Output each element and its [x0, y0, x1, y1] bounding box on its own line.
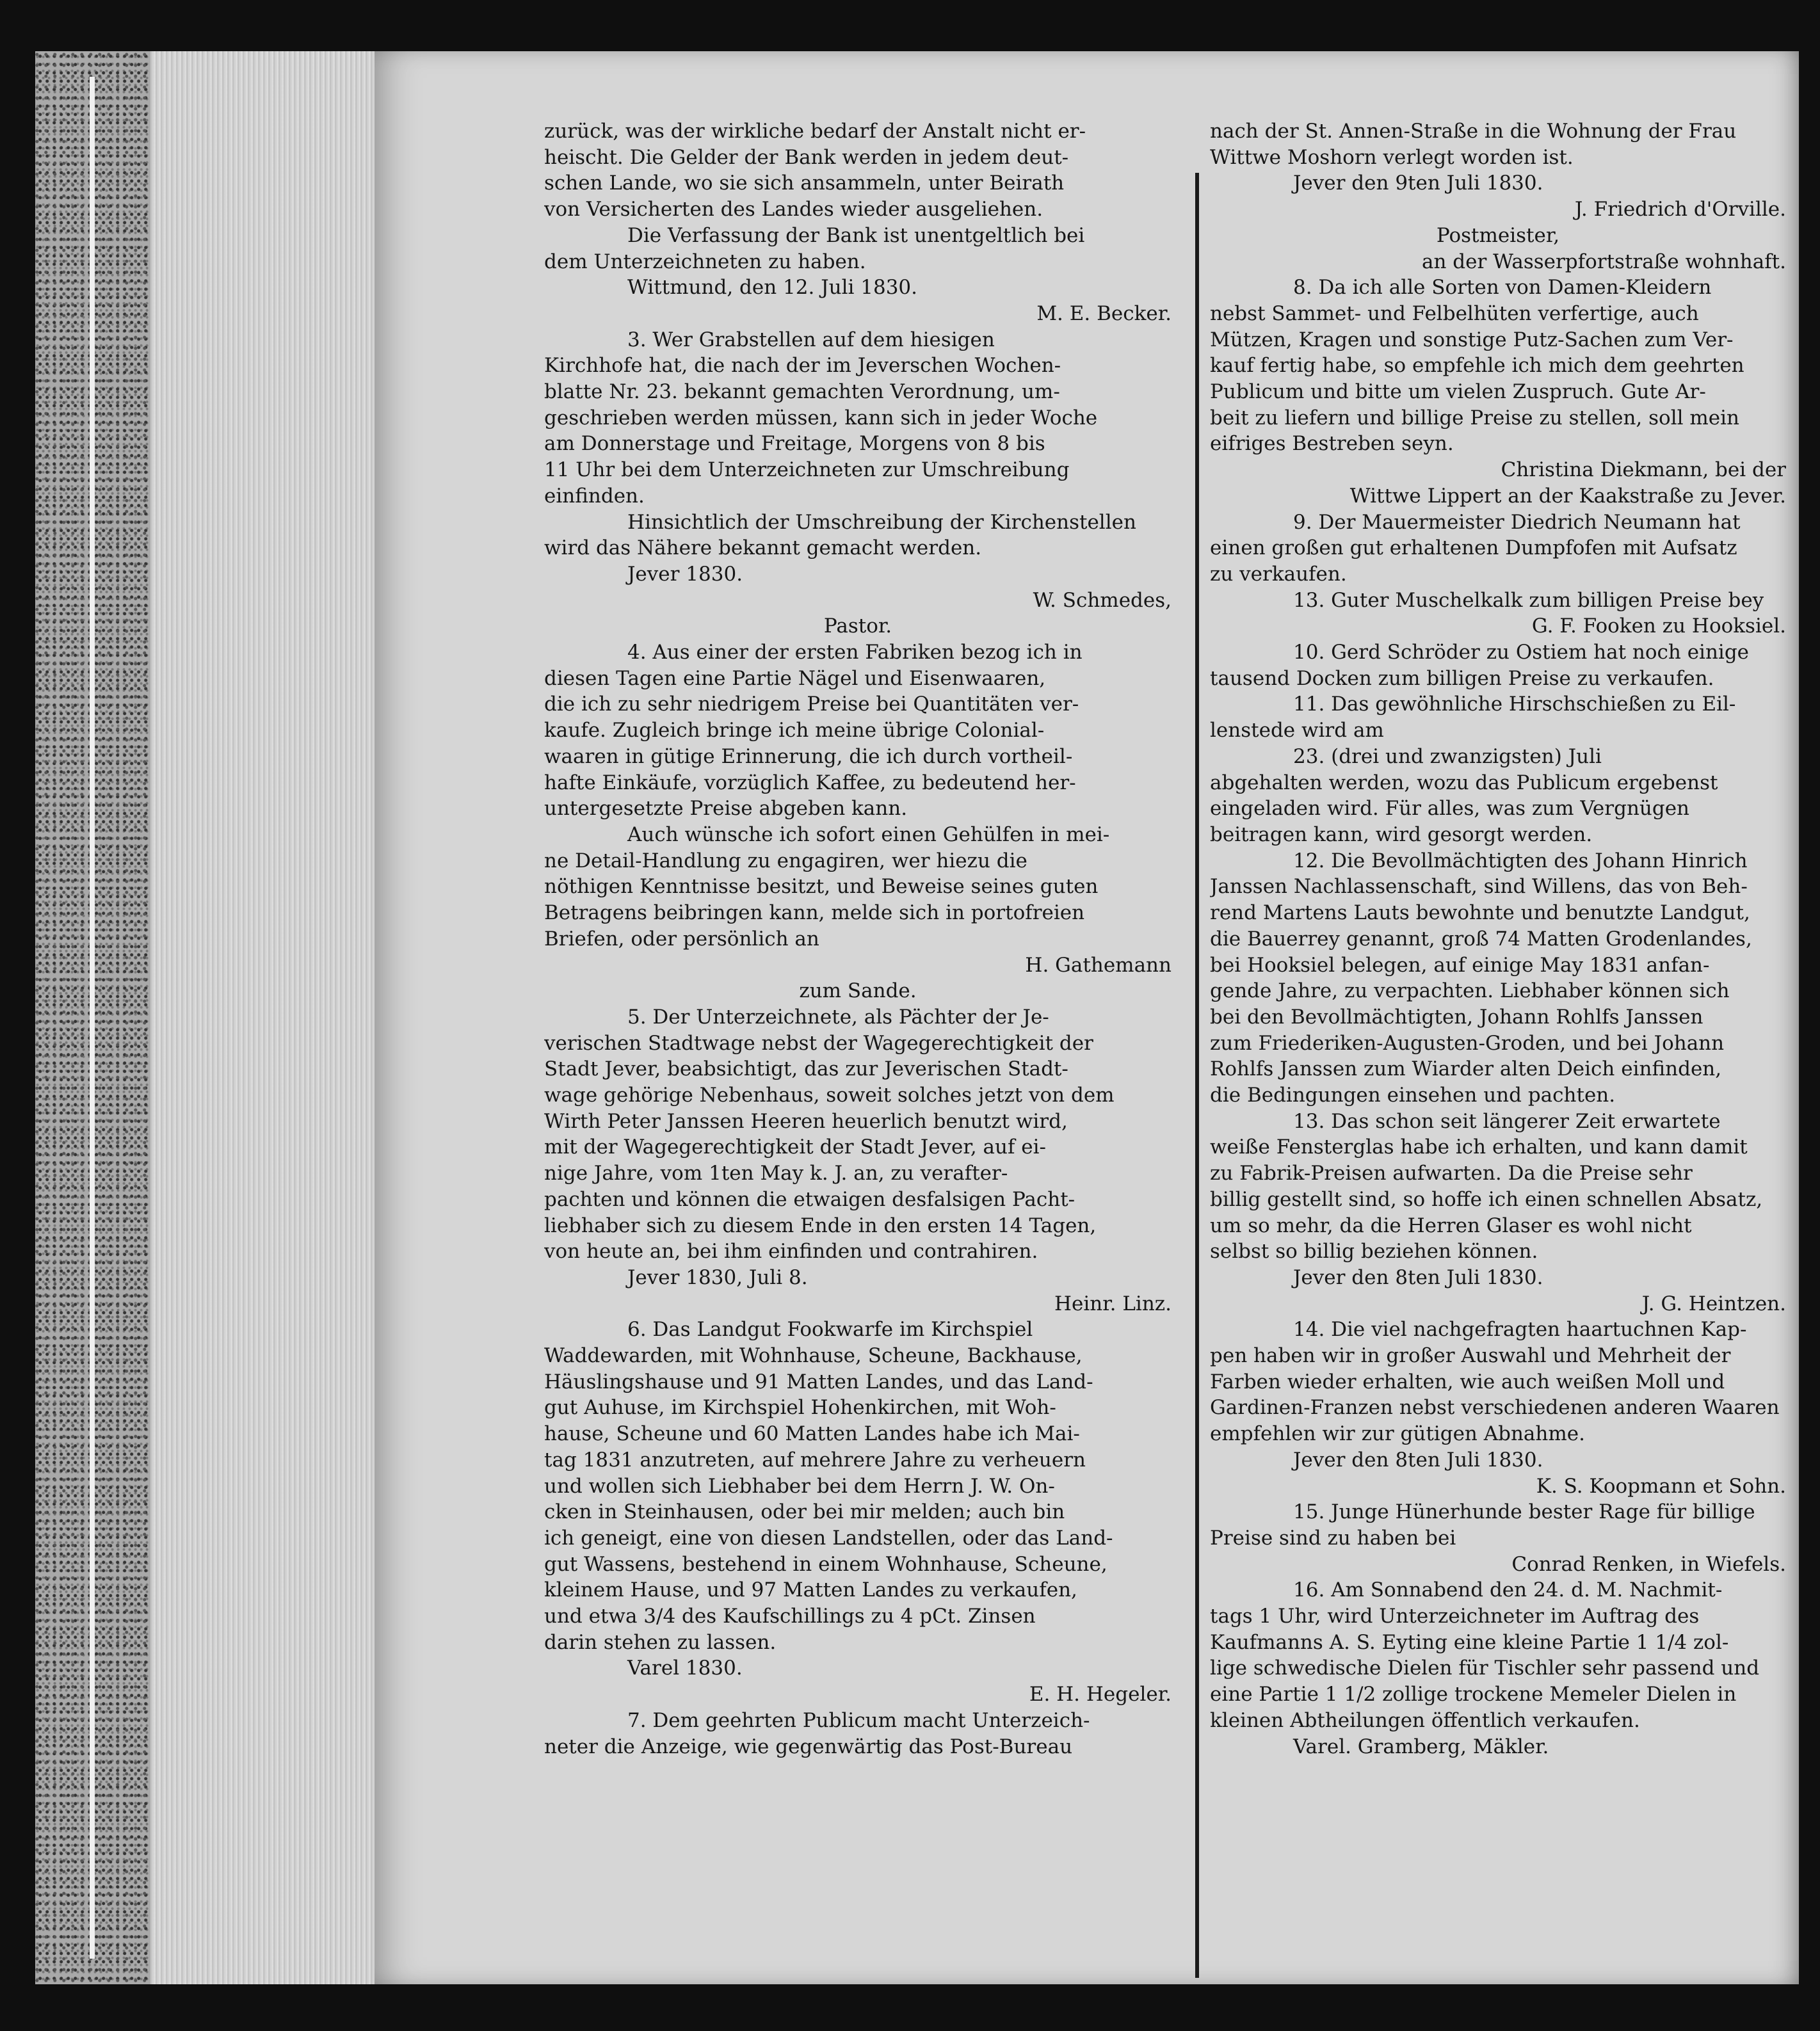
- text-line: Die Verfassung der Bank ist unentgeltlich bei: [627, 223, 1085, 247]
- text-line: nach der St. Annen-Straße in die Wohnung der Frau: [1210, 120, 1737, 143]
- text-line: eifriges Bestreben seyn.: [1210, 432, 1454, 456]
- text-line: ich geneigt, eine von diesen Landstellen, oder das Land-: [544, 1526, 1113, 1550]
- text-line: und etwa 3/4 des Kaufschillings zu 4 pCt. Zinsen: [544, 1605, 1036, 1628]
- text-line: hause, Scheune und 60 Matten Landes habe ich Mai-: [544, 1422, 1080, 1446]
- text-line: kauf fertig habe, so empfehle ich mich dem geehrten: [1210, 354, 1744, 378]
- text-line: liebhaber sich zu diesem Ende in den ersten 14 Tagen,: [544, 1214, 1097, 1237]
- newspaper-page: [374, 51, 1799, 1984]
- text-line: nige Jahre, vom 1ten May k. J. an, zu verafter-: [544, 1162, 1008, 1185]
- text-line: 16. Am Sonnabend den 24. d. M. Nachmit-: [1293, 1578, 1723, 1602]
- text-line: ne Detail-Handlung zu engagiren, wer hiezu die: [544, 849, 1027, 872]
- text-line: Kaufmanns A. S. Eyting eine kleine Partie 1 1/4 zol-: [1210, 1630, 1729, 1654]
- text-line: J. G. Heintzen.: [1641, 1292, 1786, 1315]
- text-line: pachten und können die etwaigen desfalsigen Pacht-: [544, 1187, 1075, 1211]
- text-line: am Donnerstage und Freitage, Morgens von 8 bis: [544, 432, 1045, 456]
- text-line: lenstede wird am: [1210, 719, 1384, 743]
- text-line: E. H. Hegeler.: [1029, 1683, 1172, 1706]
- text-line: von Versicherten des Landes wieder ausgeliehen.: [544, 198, 1043, 221]
- text-line: Jever 1830, Juli 8.: [627, 1265, 808, 1289]
- text-line: Heinr. Linz.: [1054, 1292, 1172, 1315]
- text-line: 5. Der Unterzeichnete, als Pächter der Je-: [627, 1005, 1049, 1029]
- text-line: Jever den 8ten Juli 1830.: [1293, 1448, 1543, 1472]
- text-line: zum Sande.: [799, 979, 917, 1003]
- text-line: Betragens beibringen kann, melde sich in portofreien: [544, 901, 1085, 925]
- text-line: Wittmund, den 12. Juli 1830.: [627, 276, 918, 300]
- text-line: Waddewarden, mit Wohnhause, Scheune, Backhause,: [544, 1344, 1083, 1368]
- text-line: Publicum und bitte um vielen Zuspruch. Gute Ar-: [1210, 380, 1706, 404]
- text-line: Jever den 8ten Juli 1830.: [1293, 1265, 1543, 1289]
- text-line: eine Partie 1 1/2 zollige trockene Memeler Dielen in: [1210, 1683, 1737, 1706]
- text-line: H. Gathemann: [1025, 953, 1172, 977]
- text-line: einfinden.: [544, 484, 645, 508]
- text-line: neter die Anzeige, wie gegenwärtig das Post-Bureau: [544, 1735, 1073, 1758]
- text-line: waaren in gütige Erinnerung, die ich durch vortheil-: [544, 744, 1073, 768]
- text-line: W. Schmedes,: [1033, 588, 1172, 612]
- text-line: von heute an, bei ihm einfinden und contrahiren.: [544, 1240, 1038, 1264]
- text-line: gende Jahre, zu verpachten. Liebhaber können sich: [1210, 979, 1730, 1003]
- text-line: Christina Diekmann, bei der: [1501, 458, 1786, 482]
- text-line: G. F. Fooken zu Hooksiel.: [1531, 614, 1786, 638]
- right-column-text: [1210, 118, 1786, 1760]
- text-line: selbst so billig beziehen können.: [1210, 1240, 1538, 1264]
- text-line: Wittwe Moshorn verlegt worden ist.: [1210, 145, 1574, 169]
- text-line: billig gestellt sind, so hoffe ich einen schnellen Absatz,: [1210, 1187, 1763, 1211]
- text-line: M. E. Becker.: [1036, 301, 1172, 325]
- text-line: 11 Uhr bei dem Unterzeichneten zur Umschreibung: [544, 458, 1070, 482]
- left-column-text: [544, 118, 1172, 1760]
- text-line: abgehalten werden, wozu das Publicum ergebenst: [1210, 771, 1718, 794]
- text-line: lige schwedische Dielen für Tischler sehr passend und: [1210, 1657, 1760, 1680]
- text-line: schen Lande, wo sie sich ansammeln, unter Beirath: [544, 172, 1065, 195]
- text-line: 13. Guter Muschelkalk zum billigen Preise bey: [1293, 588, 1764, 612]
- text-line: cken in Steinhausen, oder bei mir melden; auch bin: [544, 1500, 1065, 1524]
- text-line: Janssen Nachlassenschaft, sind Willens, das von Beh-: [1210, 875, 1748, 899]
- text-line: an der Wasserpfortstraße wohnhaft.: [1422, 250, 1786, 273]
- text-line: tag 1831 anzutreten, auf mehrere Jahre zu verheuern: [544, 1448, 1086, 1472]
- text-line: die Bauerrey genannt, groß 74 Matten Grodenlandes,: [1210, 927, 1752, 951]
- text-line: Varel 1830.: [627, 1657, 743, 1680]
- text-line: tags 1 Uhr, wird Unterzeichneter im Auftrag des: [1210, 1605, 1700, 1628]
- text-line: Conrad Renken, in Wiefels.: [1511, 1552, 1786, 1576]
- text-line: bei Hooksiel belegen, auf einige May 1831 anfan-: [1210, 953, 1710, 977]
- text-line: um so mehr, da die Herren Glaser es wohl nicht: [1210, 1214, 1692, 1237]
- text-line: Pastor.: [823, 614, 892, 638]
- text-line: darin stehen zu lassen.: [544, 1630, 777, 1654]
- column-separator: [1195, 173, 1199, 1978]
- text-line: weiße Fensterglas habe ich erhalten, und kann damit: [1210, 1136, 1748, 1159]
- text-line: bei den Bevollmächtigten, Johann Rohlfs Janssen: [1210, 1005, 1703, 1029]
- text-line: 10. Gerd Schröder zu Ostiem hat noch einige: [1293, 641, 1750, 664]
- text-line: Auch wünsche ich sofort einen Gehülfen in mei-: [627, 823, 1110, 846]
- text-line: Gardinen-Franzen nebst verschiedenen anderen Waaren: [1210, 1396, 1780, 1420]
- binding-line: [90, 77, 95, 1959]
- text-line: zu Fabrik-Preisen aufwarten. Da die Preise sehr: [1210, 1162, 1693, 1185]
- text-line: kaufe. Zugleich bringe ich meine übrige Colonial-: [544, 719, 1045, 743]
- text-line: 12. Die Bevollmächtigten des Johann Hinrich: [1293, 849, 1748, 872]
- text-line: 9. Der Mauermeister Diedrich Neumann hat: [1293, 510, 1741, 534]
- text-line: Postmeister,: [1436, 223, 1560, 247]
- text-line: 11. Das gewöhnliche Hirschschießen zu Eil-: [1293, 693, 1736, 716]
- text-line: verischen Stadtwage nebst der Wagegerechtigkeit der: [544, 1031, 1093, 1055]
- text-line: beitragen kann, wird gesorgt werden.: [1210, 823, 1593, 846]
- text-line: Briefen, oder persönlich an: [544, 927, 819, 951]
- text-line: untergesetzte Preise abgeben kann.: [544, 797, 908, 821]
- text-line: K. S. Koopmann et Sohn.: [1536, 1474, 1786, 1498]
- text-line: 3. Wer Grabstellen auf dem hiesigen: [627, 328, 995, 351]
- text-line: Wittwe Lippert an der Kaakstraße zu Jever.: [1349, 484, 1786, 508]
- text-line: J. Friedrich d'Orville.: [1574, 198, 1786, 221]
- text-line: gut Auhuse, im Kirchspiel Hohenkirchen, mit Woh-: [544, 1396, 1056, 1420]
- text-line: zum Friederiken-Augusten-Groden, und bei Johann: [1210, 1031, 1725, 1055]
- text-line: gut Wassens, bestehend in einem Wohnhause, Scheune,: [544, 1552, 1107, 1576]
- text-line: nebst Sammet- und Felbelhüten verfertige, auch: [1210, 301, 1699, 325]
- text-line: blatte Nr. 23. bekannt gemachten Verordnung, um-: [544, 380, 1060, 404]
- text-line: kleinem Hause, und 97 Matten Landes zu verkaufen,: [544, 1578, 1077, 1602]
- text-line: 15. Junge Hünerhunde bester Rage für billige: [1293, 1500, 1755, 1524]
- text-line: rend Martens Lauts bewohnte und benutzte Landgut,: [1210, 901, 1750, 925]
- text-line: 14. Die viel nachgefragten haartuchnen Kap-: [1293, 1318, 1747, 1342]
- text-line: dem Unterzeichneten zu haben.: [544, 250, 866, 273]
- text-line: Jever 1830.: [627, 562, 743, 586]
- text-line: pen haben wir in großer Auswahl und Mehrheit der: [1210, 1344, 1731, 1368]
- text-line: Stadt Jever, beabsichtigt, das zur Jeverischen Stadt-: [544, 1057, 1068, 1081]
- text-line: wird das Nähere bekannt gemacht werden.: [544, 536, 982, 560]
- text-line: mit der Wagegerechtigkeit der Stadt Jever, auf ei-: [544, 1136, 1047, 1159]
- text-line: zu verkaufen.: [1210, 562, 1347, 586]
- text-line: Rohlfs Janssen zum Wiarder alten Deich einfinden,: [1210, 1057, 1722, 1081]
- text-line: die ich zu sehr niedrigem Preise bei Quantitäten ver-: [544, 693, 1079, 716]
- text-line: nöthigen Kenntnisse besitzt, und Beweise seines guten: [544, 875, 1099, 899]
- text-line: und wollen sich Liebhaber bei dem Herrn J. W. On-: [544, 1474, 1055, 1498]
- text-line: Farben wieder erhalten, wie auch weißen Moll und: [1210, 1370, 1725, 1393]
- text-line: Varel. Gramberg, Mäkler.: [1293, 1735, 1549, 1758]
- text-line: Preise sind zu haben bei: [1210, 1526, 1456, 1550]
- text-line: Wirth Peter Janssen Heeren heuerlich benutzt wird,: [544, 1109, 1068, 1133]
- text-line: die Bedingungen einsehen und pachten.: [1210, 1084, 1616, 1107]
- text-line: Hinsichtlich der Umschreibung der Kirchenstellen: [627, 510, 1136, 534]
- text-line: hafte Einkäufe, vorzüglich Kaffee, zu bedeutend her-: [544, 771, 1076, 794]
- text-line: Häuslingshause und 91 Matten Landes, und das Land-: [544, 1370, 1093, 1393]
- text-line: diesen Tagen eine Partie Nägel und Eisenwaaren,: [544, 666, 1046, 690]
- text-line: Kirchhofe hat, die nach der im Jeverschen Wochen-: [544, 354, 1061, 378]
- text-line: Mützen, Kragen und sonstige Putz-Sachen zum Ver-: [1210, 328, 1734, 351]
- text-line: geschrieben werden müssen, kann sich in jeder Woche: [544, 406, 1098, 429]
- text-line: 4. Aus einer der ersten Fabriken bezog ich in: [627, 641, 1083, 664]
- text-line: 23. (drei und zwanzigsten) Juli: [1293, 744, 1602, 768]
- text-line: empfehlen wir zur gütigen Abnahme.: [1210, 1422, 1585, 1446]
- text-line: wage gehörige Nebenhaus, soweit solches jetzt von dem: [544, 1084, 1115, 1107]
- text-line: Jever den 9ten Juli 1830.: [1293, 172, 1543, 195]
- text-line: 7. Dem geehrten Publicum macht Unterzeich-: [627, 1708, 1090, 1732]
- text-line: heischt. Die Gelder der Bank werden in jedem deut-: [544, 145, 1069, 169]
- text-line: einen großen gut erhaltenen Dumpfofen mit Aufsatz: [1210, 536, 1737, 560]
- text-line: kleinen Abtheilungen öffentlich verkaufen.: [1210, 1708, 1640, 1732]
- right-column: [1210, 118, 1820, 1760]
- text-line: 6. Das Landgut Fookwarfe im Kirchspiel: [627, 1318, 1033, 1342]
- text-line: beit zu liefern und billige Preise zu stellen, soll mein: [1210, 406, 1740, 429]
- text-line: 13. Das schon seit längerer Zeit erwartete: [1293, 1109, 1721, 1133]
- text-line: eingeladen wird. Für alles, was zum Vergnügen: [1210, 797, 1690, 821]
- text-line: tausend Docken zum billigen Preise zu verkaufen.: [1210, 666, 1714, 690]
- text-line: zurück, was der wirkliche bedarf der Anstalt nicht er-: [544, 120, 1086, 143]
- text-line: 8. Da ich alle Sorten von Damen-Kleidern: [1293, 276, 1712, 300]
